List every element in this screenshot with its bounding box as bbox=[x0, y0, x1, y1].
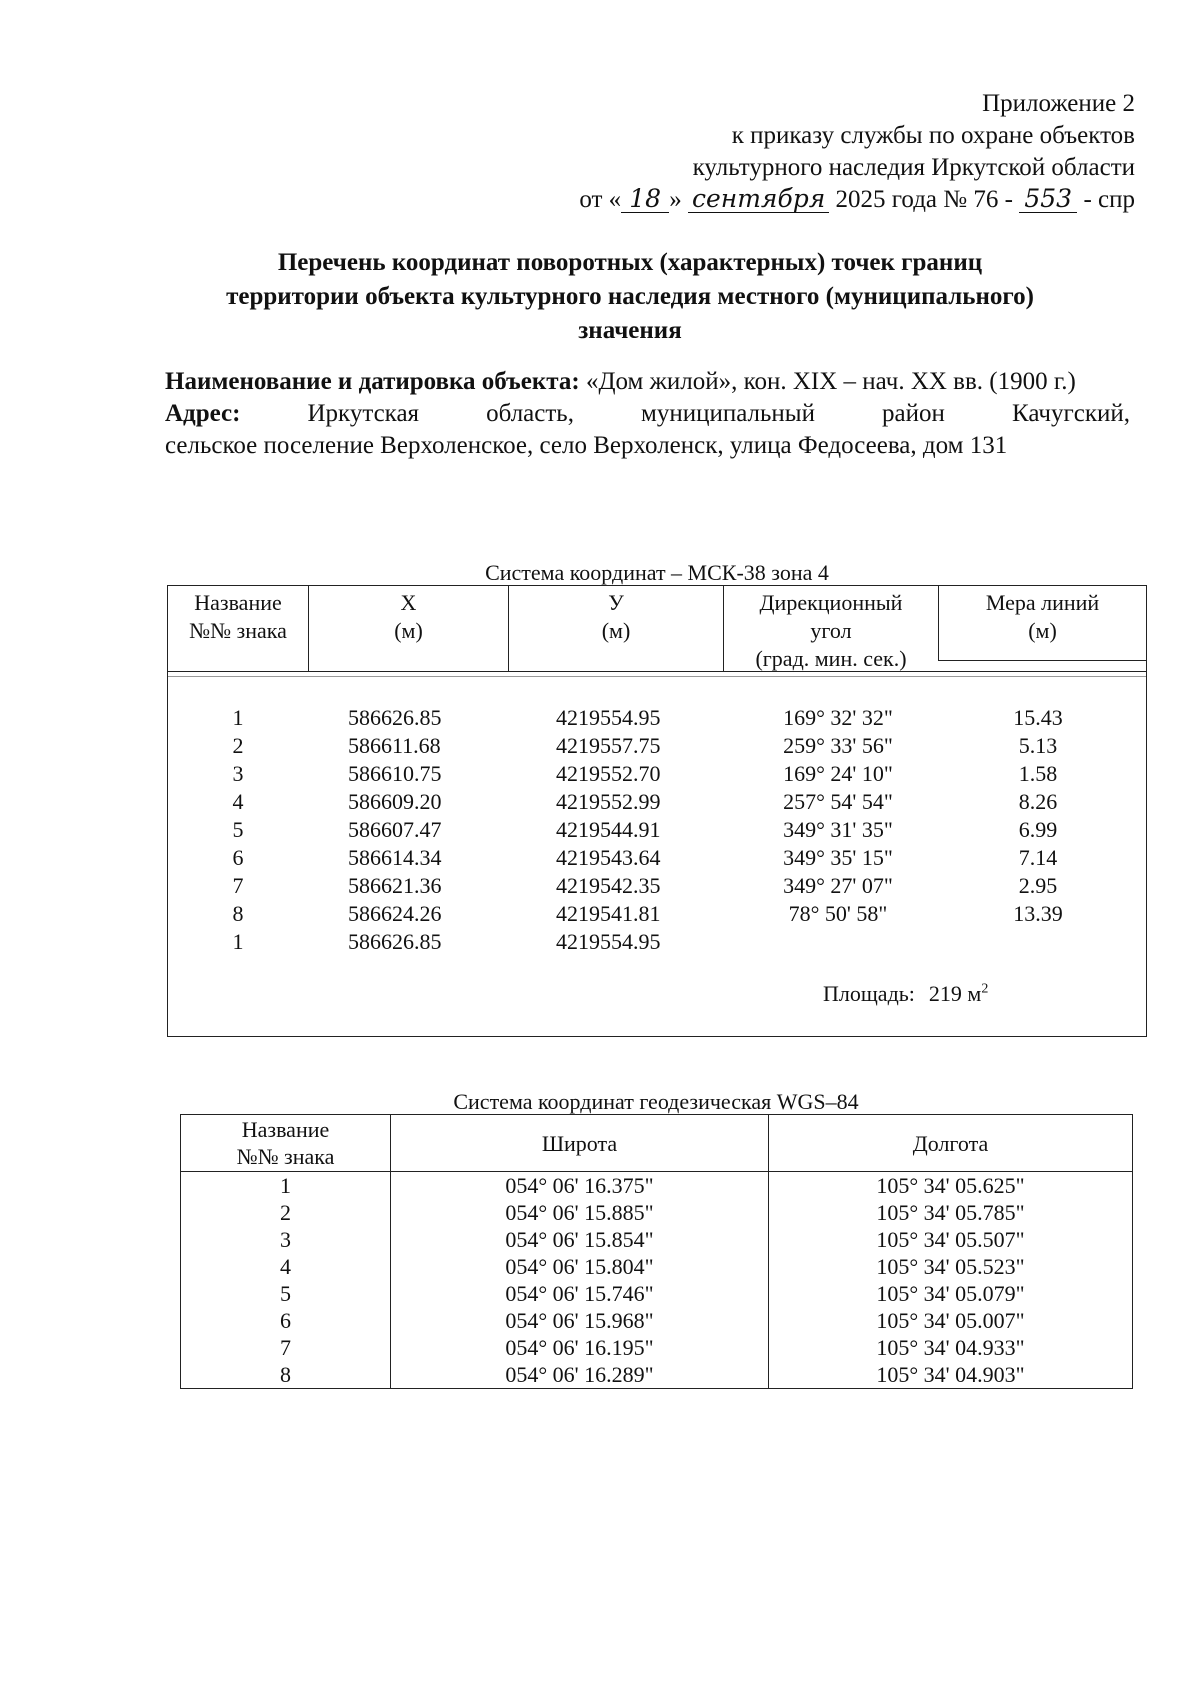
cell-point: 1 bbox=[181, 1172, 391, 1200]
cell-point: 3 bbox=[181, 1226, 391, 1253]
address-label: Адрес: bbox=[165, 400, 241, 427]
cell-angle: 349° 27' 07" bbox=[783, 873, 893, 898]
appendix-line-2: к приказу службы по охране объектов bbox=[731, 122, 1135, 149]
cell-point: 2 bbox=[181, 1199, 391, 1226]
msk-table-caption: Система координат – МСК-38 зона 4 bbox=[485, 560, 829, 585]
appendix-header bbox=[579, 88, 1135, 216]
header-text: угол bbox=[810, 618, 852, 643]
date-month-handwritten: сентября bbox=[688, 186, 829, 213]
object-name-value: «Дом жилой», кон. XIX – нач. XX вв. (1900 г.) bbox=[585, 368, 1076, 395]
header-text: У bbox=[608, 590, 624, 615]
wgs-table-header bbox=[181, 1115, 1133, 1172]
cell-point: 3 bbox=[232, 761, 244, 786]
cell-length: 15.43 bbox=[1013, 705, 1063, 730]
msk-coordinates-table bbox=[167, 585, 1147, 1037]
cell-point: 2 bbox=[232, 733, 244, 758]
order-number-handwritten: 553 bbox=[1019, 186, 1077, 213]
header-text: Название bbox=[241, 1117, 330, 1142]
cell-latitude: 054° 06' 15.746" bbox=[391, 1280, 769, 1307]
cell-angle: 169° 24' 10" bbox=[783, 761, 893, 786]
header-text: №№ знака bbox=[189, 618, 287, 643]
cell-length: 5.13 bbox=[1018, 733, 1058, 758]
date-day-handwritten: 18 bbox=[621, 186, 669, 213]
cell-point: 1 bbox=[232, 929, 244, 954]
table-row bbox=[168, 732, 1146, 760]
cell-latitude: 054° 06' 15.804" bbox=[391, 1253, 769, 1280]
table-row bbox=[181, 1280, 1133, 1307]
area-label: Площадь: bbox=[823, 981, 915, 1006]
cell-length: 13.39 bbox=[1013, 901, 1063, 926]
header-y bbox=[508, 586, 723, 671]
header-text: №№ знака bbox=[236, 1144, 335, 1169]
cell-point: 1 bbox=[232, 705, 244, 730]
cell-point: 7 bbox=[181, 1334, 391, 1361]
cell-length: 2.95 bbox=[1018, 873, 1058, 898]
address-word: Качугский, bbox=[1011, 400, 1130, 427]
address-word: область, bbox=[486, 400, 574, 427]
cell-angle: 169° 32' 32" bbox=[783, 705, 893, 730]
table-row bbox=[168, 788, 1146, 816]
table-row bbox=[181, 1361, 1133, 1389]
area-value: 219 м bbox=[928, 981, 982, 1006]
header-longitude: Долгота bbox=[769, 1115, 1133, 1172]
cell-latitude: 054° 06' 15.885" bbox=[391, 1199, 769, 1226]
cell-length: 7.14 bbox=[1018, 845, 1058, 870]
object-address-line-2: сельское поселение Верхоленское, село Верхоленск, улица Федосеева, дом 131 bbox=[165, 432, 1008, 459]
header-text: (м) bbox=[394, 618, 423, 643]
cell-point: 8 bbox=[232, 901, 244, 926]
cell-y: 4219544.91 bbox=[556, 817, 661, 842]
address-word: муниципальный bbox=[641, 400, 815, 427]
appendix-line-1: Приложение 2 bbox=[982, 90, 1135, 117]
cell-y: 4219554.95 bbox=[556, 929, 661, 954]
order-suffix: - спр bbox=[1083, 186, 1135, 213]
header-latitude: Широта bbox=[391, 1115, 769, 1172]
header-text: Мера линий bbox=[985, 590, 1100, 615]
table-row bbox=[181, 1199, 1133, 1226]
cell-x: 586614.34 bbox=[348, 845, 442, 870]
table-row bbox=[168, 928, 1146, 956]
cell-latitude: 054° 06' 16.375" bbox=[391, 1172, 769, 1200]
cell-length: 6.99 bbox=[1018, 817, 1058, 842]
cell-point: 6 bbox=[232, 845, 244, 870]
cell-latitude: 054° 06' 16.195" bbox=[391, 1334, 769, 1361]
header-text: Название bbox=[194, 590, 282, 615]
address-word: район bbox=[882, 400, 945, 427]
date-year-text: 2025 года № 76 - bbox=[835, 186, 1013, 213]
cell-x: 586624.26 bbox=[348, 901, 442, 926]
header-divider bbox=[168, 676, 1146, 677]
table-row bbox=[181, 1334, 1133, 1361]
header-direction-angle bbox=[723, 586, 938, 671]
cell-y: 4219554.95 bbox=[556, 705, 661, 730]
table-row bbox=[181, 1172, 1133, 1200]
header-point-name bbox=[181, 1115, 391, 1172]
header-text: X bbox=[400, 590, 417, 615]
table-row bbox=[181, 1307, 1133, 1334]
table-row bbox=[168, 872, 1146, 900]
object-name bbox=[165, 366, 1130, 398]
cell-longitude: 105° 34' 05.007" bbox=[769, 1307, 1133, 1334]
cell-angle: 349° 31' 35" bbox=[783, 817, 893, 842]
cell-y: 4219552.99 bbox=[556, 789, 661, 814]
table-row bbox=[168, 900, 1146, 928]
title-line-3: значения bbox=[578, 317, 682, 344]
table-row bbox=[168, 844, 1146, 872]
object-name-label: Наименование и датировка объекта: bbox=[165, 368, 580, 395]
table-row bbox=[181, 1226, 1133, 1253]
cell-longitude: 105° 34' 05.785" bbox=[769, 1199, 1133, 1226]
document-title bbox=[160, 246, 1100, 348]
cell-latitude: 054° 06' 16.289" bbox=[391, 1361, 769, 1389]
header-text: (град. мин. сек.) bbox=[755, 646, 907, 671]
header-point-name bbox=[168, 586, 308, 671]
msk-table-header bbox=[168, 586, 1146, 672]
area-summary bbox=[823, 981, 988, 1007]
object-info bbox=[165, 366, 1130, 462]
cell-x: 586609.20 bbox=[348, 789, 442, 814]
cell-x: 586621.36 bbox=[348, 873, 442, 898]
cell-latitude: 054° 06' 15.854" bbox=[391, 1226, 769, 1253]
header-text: (м) bbox=[1028, 618, 1057, 643]
cell-latitude: 054° 06' 15.968" bbox=[391, 1307, 769, 1334]
cell-x: 586626.85 bbox=[348, 705, 442, 730]
wgs-coordinates-table bbox=[180, 1114, 1133, 1389]
cell-point: 6 bbox=[181, 1307, 391, 1334]
cell-x: 586626.85 bbox=[348, 929, 442, 954]
cell-longitude: 105° 34' 05.523" bbox=[769, 1253, 1133, 1280]
address-word: Иркутская bbox=[307, 400, 420, 427]
area-unit-exponent: 2 bbox=[981, 981, 989, 997]
cell-point: 5 bbox=[232, 817, 244, 842]
cell-longitude: 105° 34' 04.933" bbox=[769, 1334, 1133, 1361]
cell-longitude: 105° 34' 05.625" bbox=[769, 1172, 1133, 1200]
appendix-date-line bbox=[579, 184, 1135, 216]
header-text: (м) bbox=[601, 618, 631, 643]
cell-x: 586611.68 bbox=[348, 733, 441, 758]
date-mid: » bbox=[669, 186, 682, 213]
cell-y: 4219541.81 bbox=[556, 901, 661, 926]
header-x bbox=[308, 586, 508, 671]
cell-point: 7 bbox=[232, 873, 244, 898]
wgs-table-caption: Система координат геодезическая WGS–84 bbox=[453, 1089, 859, 1114]
table-row bbox=[168, 704, 1146, 732]
title-line-1: Перечень координат поворотных (характерных) точек границ bbox=[277, 249, 983, 276]
cell-length: 1.58 bbox=[1018, 761, 1058, 786]
date-prefix: от « bbox=[579, 186, 622, 213]
cell-angle: 78° 50' 58" bbox=[788, 901, 888, 926]
cell-point: 4 bbox=[232, 789, 244, 814]
cell-longitude: 105° 34' 05.079" bbox=[769, 1280, 1133, 1307]
title-line-2: территории объекта культурного наследия местного (муниципального) bbox=[226, 283, 1034, 310]
appendix-line-3: культурного наследия Иркутской области bbox=[692, 154, 1135, 181]
cell-point: 8 bbox=[181, 1361, 391, 1389]
cell-x: 586610.75 bbox=[348, 761, 442, 786]
cell-y: 4219557.75 bbox=[556, 733, 661, 758]
table-row bbox=[168, 816, 1146, 844]
object-address-line-1 bbox=[165, 398, 1130, 430]
table-row bbox=[181, 1253, 1133, 1280]
cell-point: 4 bbox=[181, 1253, 391, 1280]
header-line-length bbox=[938, 586, 1146, 661]
cell-angle: 259° 33' 56" bbox=[783, 733, 893, 758]
cell-longitude: 105° 34' 04.903" bbox=[769, 1361, 1133, 1389]
cell-longitude: 105° 34' 05.507" bbox=[769, 1226, 1133, 1253]
cell-y: 4219552.70 bbox=[556, 761, 661, 786]
cell-angle: 257° 54' 54" bbox=[783, 789, 893, 814]
msk-table-body bbox=[168, 704, 1146, 956]
cell-length: 8.26 bbox=[1018, 789, 1058, 814]
cell-point: 5 bbox=[181, 1280, 391, 1307]
table-row bbox=[168, 760, 1146, 788]
cell-x: 586607.47 bbox=[348, 817, 442, 842]
header-text: Дирекционный bbox=[759, 590, 903, 615]
cell-y: 4219542.35 bbox=[556, 873, 661, 898]
cell-y: 4219543.64 bbox=[556, 845, 661, 870]
cell-angle: 349° 35' 15" bbox=[783, 845, 893, 870]
